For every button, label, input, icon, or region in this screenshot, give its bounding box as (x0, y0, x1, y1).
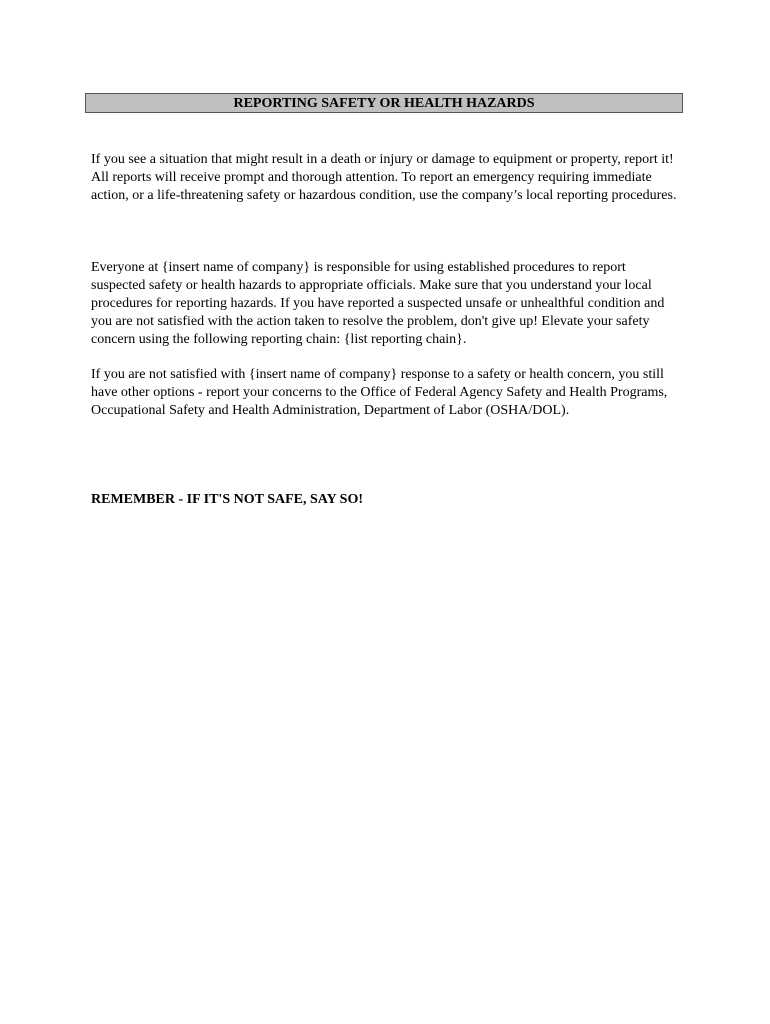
paragraph-other-options: If you are not satisfied with {insert name of company} response to a safety or health concern, you still have other options - report your concerns to the Office of Federal Agency Safety and Health Programs, Occupational Safety and Health Administration, Department of Labor (OSHA/DOL). (91, 367, 668, 418)
paragraph-responsibility: Everyone at {insert name of company} is responsible for using established procedures to report suspected safety or health hazards to appropriate officials. Make sure that you understand your local procedures for reporting hazards. If you have reported a suspected unsafe or unhealthful condition and you are not satisfied with the action taken to resolve the problem, don't give up! Elevate your safety concern using the following reporting chain: {list reporting chain}. (91, 260, 665, 347)
document-title: REPORTING SAFETY OR HEALTH HAZARDS (85, 93, 683, 113)
closing-reminder: REMEMBER - IF IT'S NOT SAFE, SAY SO! (91, 492, 364, 507)
paragraph-reporting-intro: If you see a situation that might result in a death or injury or damage to equipment or property, report it! All reports will receive prompt and thorough attention. To report an emergency requiring immediate action, or a life-threatening safety or hazardous condition, use the company’s local reporting procedures. (91, 152, 677, 203)
